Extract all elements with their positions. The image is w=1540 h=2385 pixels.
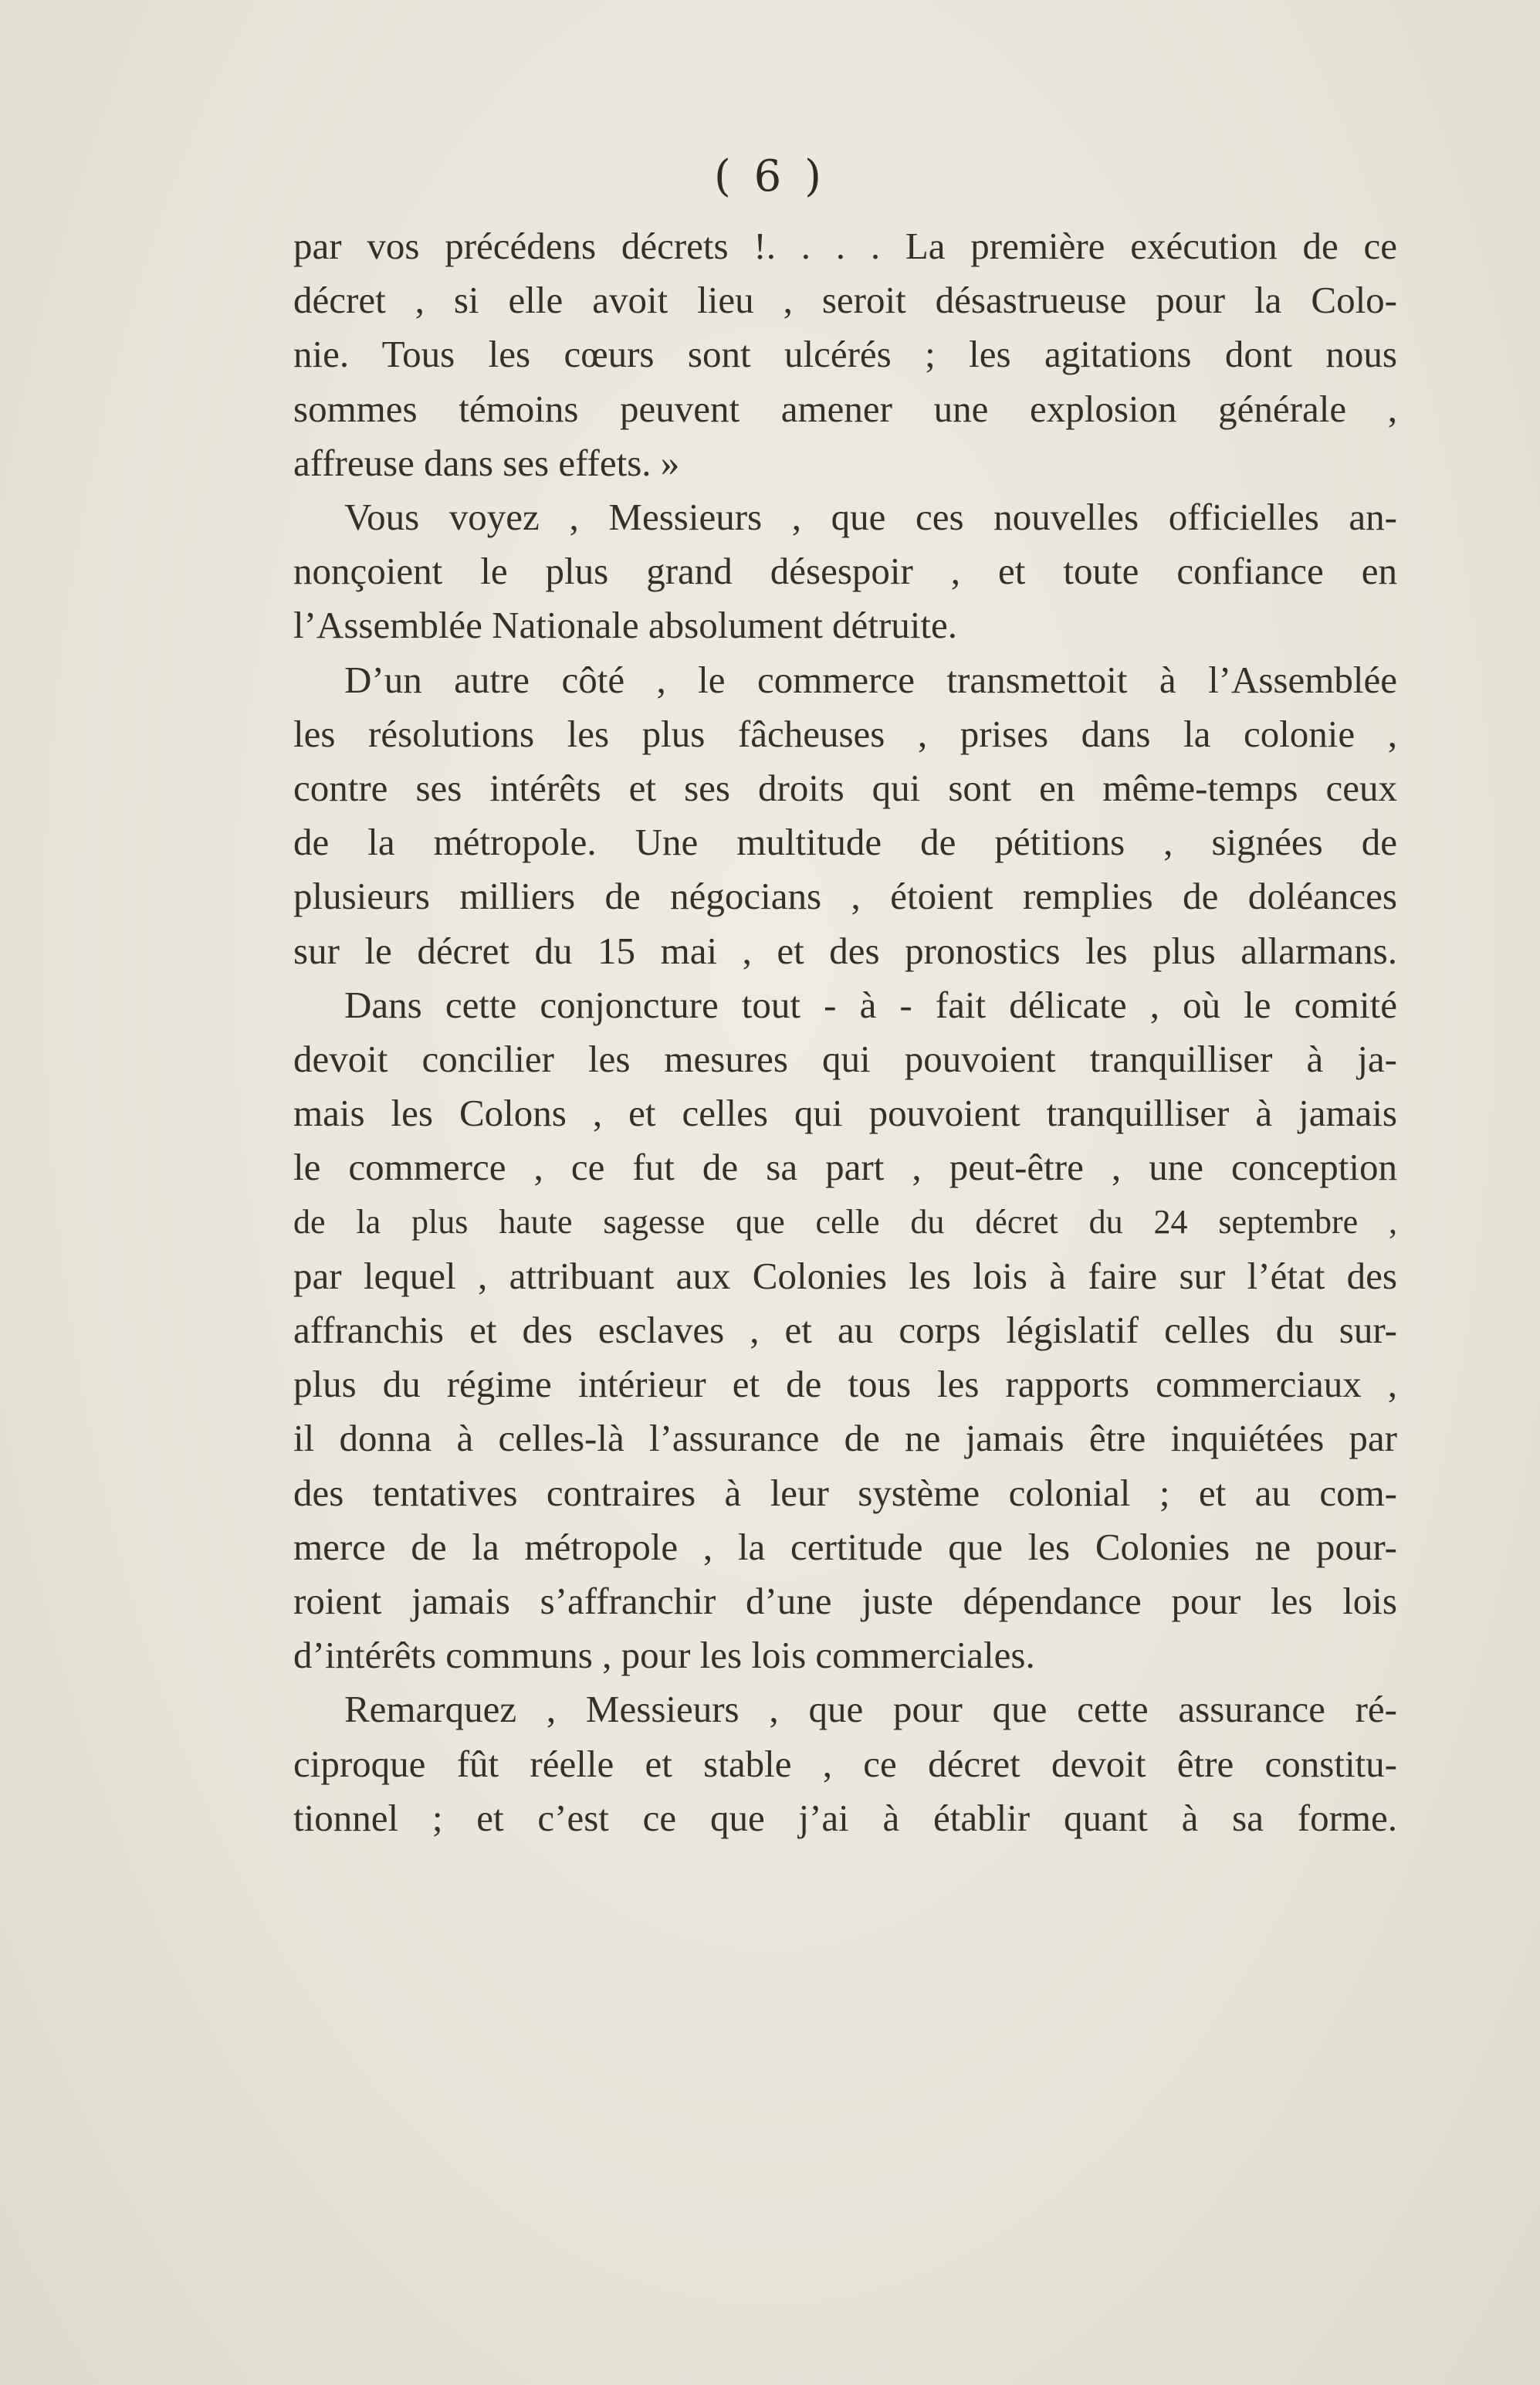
text-line: par vos précédens décrets !. . . . La première exécution de ce xyxy=(293,225,1397,267)
text-line: devoit concilier les mesures qui pouvoient tranquilliser à ja- xyxy=(293,1038,1397,1081)
text-line: les résolutions les plus fâcheuses , prises dans la colonie , xyxy=(293,712,1397,755)
text-line: sur le décret du 15 mai , et des pronostics les plus allarmans. xyxy=(293,929,1397,972)
text-line: il donna à celles-là l’assurance de ne jamais être inquiétées par xyxy=(293,1417,1397,1460)
text-line: merce de la métropole , la certitude que les Colonies ne pour- xyxy=(293,1525,1397,1568)
text-line: mais les Colons , et celles qui pouvoient tranquilliser à jamais xyxy=(293,1092,1397,1135)
page-number: ( 6 ) xyxy=(714,151,826,202)
text-line: contre ses intérêts et ses droits qui sont en même-temps ceux xyxy=(293,767,1397,810)
text-line: Vous voyez , Messieurs , que ces nouvelles officielles an- xyxy=(344,496,1397,539)
text-line: nie. Tous les cœurs sont ulcérés ; les agitations dont nous xyxy=(293,333,1397,376)
text-line: nonçoient le plus grand désespoir , et toute confiance en xyxy=(293,550,1397,593)
text-line: plus du régime intérieur et de tous les rapports commerciaux , xyxy=(293,1363,1397,1406)
text-line: sommes témoins peuvent amener une explosion générale , xyxy=(293,387,1397,430)
text-line: des tentatives contraires à leur système colonial ; et au com- xyxy=(293,1471,1397,1514)
text-line: plusieurs milliers de négocians , étoient remplies de doléances xyxy=(293,875,1397,918)
text-line: le commerce , ce fut de sa part , peut-être , une conception xyxy=(293,1146,1397,1189)
text-line: l’Assemblée Nationale absolument détruite. xyxy=(293,604,957,647)
text-line: roient jamais s’affranchir d’une juste dépendance pour les lois xyxy=(293,1580,1397,1623)
text-line: ciproque fût réelle et stable , ce décret devoit être constitu- xyxy=(293,1742,1397,1785)
text-line: Dans cette conjoncture tout - à - fait délicate , où le comité xyxy=(344,983,1397,1026)
text-line: décret , si elle avoit lieu , seroit désastrueuse pour la Colo- xyxy=(293,279,1397,322)
text-line: par lequel , attribuant aux Colonies les lois à faire sur l’état des xyxy=(293,1254,1397,1297)
text-line: D’un autre côté , le commerce transmettoit à l’Assemblée xyxy=(344,658,1397,701)
text-line: Remarquez , Messieurs , que pour que cette assurance ré- xyxy=(344,1688,1397,1731)
text-line: de la plus haute sagesse que celle du décret du 24 septembre , xyxy=(293,1202,1397,1241)
body-text xyxy=(293,219,1397,1845)
text-line: tionnel ; et c’est ce que j’ai à établir quant à sa forme. xyxy=(293,1796,1397,1839)
text-line: affranchis et des esclaves , et au corps législatif celles du sur- xyxy=(293,1309,1397,1352)
text-line: d’intérêts communs , pour les lois commerciales. xyxy=(293,1634,1035,1677)
text-line: de la métropole. Une multitude de pétitions , signées de xyxy=(293,821,1397,864)
text-line: affreuse dans ses effets. » xyxy=(293,441,680,484)
